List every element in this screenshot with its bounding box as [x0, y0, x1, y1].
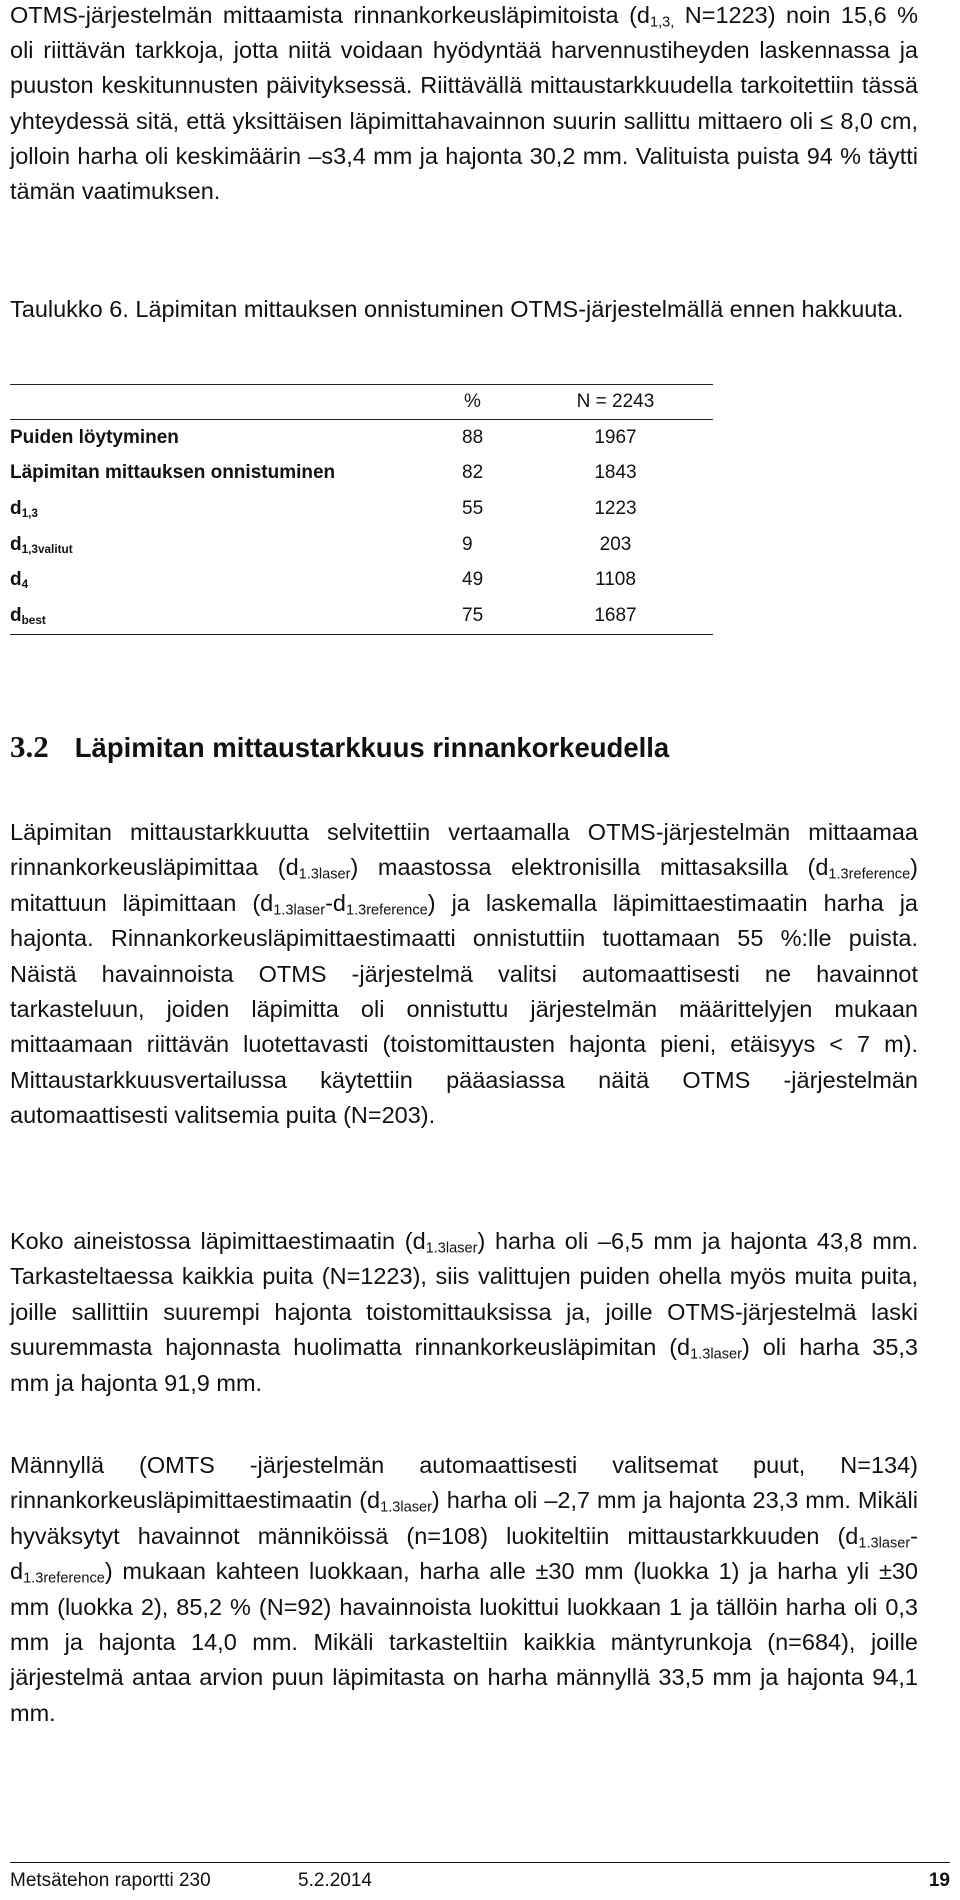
footer-publication: Metsätehon raportti 230 [10, 1870, 211, 1891]
table-row [10, 562, 713, 598]
row-label-text: Puiden löytyminen [10, 426, 179, 448]
row-label-subscript: 1,3 [21, 506, 38, 520]
count-cell: 1843 [594, 462, 637, 484]
section-title: Läpimitan mittaustarkkuus rinnankorkeudella [74, 732, 670, 763]
table-row [10, 527, 713, 563]
text-run: Koko aineistossa läpimittaestimaatin (d [10, 1228, 426, 1254]
percent-cell: 55 [462, 497, 484, 519]
column-header-n: N = 2243 [518, 385, 713, 420]
row-label-text: d [10, 604, 22, 626]
percent-cell: 88 [462, 426, 484, 448]
row-label-text: d [10, 569, 22, 591]
column-header-percent: % [418, 385, 518, 420]
row-label-text: Läpimitan mittauksen onnistuminen [10, 462, 336, 484]
table-row [10, 598, 713, 634]
text-run: Läpimitan mittaustarkkuutta selvitettiin vertaamalla OTMS-järjestelmän mittaamaa rinnankorkeusläpimittaa (d [10, 819, 918, 881]
text-run: -d [325, 889, 346, 916]
table-row [10, 491, 713, 527]
subscript: 1.3laser [858, 1535, 911, 1552]
table-caption: Taulukko 6. Läpimitan mittauksen onnistuminen OTMS-järjestelmällä ennen hakkuuta. [10, 296, 904, 322]
paragraph-full-dataset [10, 1224, 918, 1401]
text-run: N=1223) noin 15,6 % oli riittävän tarkkoja, jotta niitä voidaan hyödyntää harvennustiheyden laskennassa ja puuston keskitunnusten päivityksessä. Riittävällä mittaustarkkuudella tarkoitettiin tässä yhteydessä sitä, että yksittäisen läpimittahavainnon suurin sallittu mittaero oli ≤ 8,0 cm, jolloin harha oli keskimäärin –s3,4 mm ja hajonta 30,2 mm. Valituista puista 94 % täytti tämän vaatimuksen. [10, 2, 918, 205]
section-heading [10, 729, 669, 765]
percent-cell: 82 [462, 462, 484, 484]
paragraph-pine [10, 1448, 918, 1731]
percent-cell: 75 [418, 598, 518, 634]
count-cell: 1967 [594, 426, 637, 448]
footer-date: 5.2.2014 [298, 1870, 372, 1891]
row-label [10, 598, 418, 634]
row-label-text: d [10, 533, 22, 555]
subscript: 1.3laser [690, 1346, 742, 1363]
row-label [10, 456, 418, 492]
subscript: 1.3reference [23, 1570, 105, 1587]
text-run: ) harha oli –2,7 mm ja hajonta 23,3 mm. Mikäli hyväksytyt havainnot männiköissä (n=108) luokiteltiin mittaustarkkuuden (d [10, 1487, 918, 1549]
text-run: ) mukaan kahteen luokkaan, harha alle ±30 mm (luokka 1) ja harha yli ±30 mm (luokka 2), 85,2 % (N=92) havainnoista luokittui luokkaan 1 ja tällöin harha oli 0,3 mm ja hajonta 14,0 mm. Mikäli tarkasteltiin kaikkia mäntyrunkoja (n=684), joille järjestelmä antaa arvion puun läpimitasta on harha männyllä 33,5 mm ja hajonta 94,1 mm. [10, 1558, 918, 1726]
subscript: 1.3laser [273, 902, 326, 919]
count-cell: 1108 [595, 569, 636, 591]
subscript: 1,3, [649, 14, 675, 31]
table-6 [10, 384, 713, 635]
percent-cell: 9 [462, 533, 473, 555]
row-label [10, 491, 418, 527]
percent-cell: 49 [462, 569, 484, 591]
subscript: 1.3laser [380, 1500, 432, 1517]
text-run: ) mitattuun läpimittaan (d [10, 854, 918, 916]
count-cell: 203 [599, 533, 632, 555]
text-run: ) maastossa elektronisilla mittasaksilla (d [350, 854, 829, 881]
row-label-text: d [10, 497, 22, 519]
text-run: OTMS-järjestelmän mittaamista rinnankorkeusläpimitoista (d [10, 2, 650, 28]
count-cell: 1687 [518, 598, 713, 634]
row-label [10, 562, 418, 598]
page-number: 19 [928, 1870, 950, 1891]
subscript: 1.3laser [425, 1240, 478, 1257]
table-row [10, 456, 713, 492]
text-run: -d [10, 1522, 918, 1585]
paragraph-measurement-accuracy [10, 815, 918, 1134]
subscript: 1.3laser [298, 867, 351, 884]
table-row [10, 420, 713, 456]
subscript: 1.3reference [345, 902, 428, 919]
page-footer [10, 1866, 950, 1896]
count-cell: 1223 [594, 497, 637, 519]
text-run: Männyllä (OMTS -järjestelmän automaattisesti valitsemat puut, N=134) rinnankorkeusläpimittaestimaatin (d [10, 1452, 918, 1514]
row-label [10, 420, 418, 456]
text-run: ) ja laskemalla läpimittaestimaatin harha ja hajonta. Rinnankorkeusläpimittaestimaatti onnistuttiin tuottamaan 55 %:lle puista. Näistä havainnoista OTMS -järjestelmä valitsi automaattisesti ne havainnot tarkasteluun, joiden läpimitta oli onnistuttu järjestelmän määrittelyjen mukaan mittaamaan riittävän luotettavasti (toistomittausten hajonta pieni, etäisyys < 7 m). Mittaustarkkuusvertailussa käytettiin pääasiassa näitä OTMS -järjestelmän automaattisesti valitsemia puita (N=203). [10, 889, 918, 1129]
row-label-subscript: best [21, 613, 46, 627]
row-label-subscript: 1,3valitut [21, 542, 73, 556]
row-label [10, 527, 418, 563]
row-label-subscript: 4 [21, 578, 29, 592]
section-number: 3.2 [10, 729, 49, 764]
subscript: 1.3reference [828, 867, 911, 884]
intro-paragraph [10, 0, 918, 209]
table-header-row [10, 385, 713, 420]
text-run: ) harha oli –6,5 mm ja hajonta 43,8 mm. Tarkasteltaessa kaikkia puita (N=1223), siis valittujen puiden ohella myös muita puita, joille sallittiin suurempi hajonta toistomittauksissa ja, joille OTMS-järjestelmä laski suuremmasta hajonnasta huolimatta rinnankorkeusläpimitan (d [10, 1228, 918, 1361]
footer-rule [10, 1862, 950, 1863]
text-run: ) oli harha 35,3 mm ja hajonta 91,9 mm. [10, 1334, 918, 1396]
header-blank-cell [10, 385, 418, 420]
